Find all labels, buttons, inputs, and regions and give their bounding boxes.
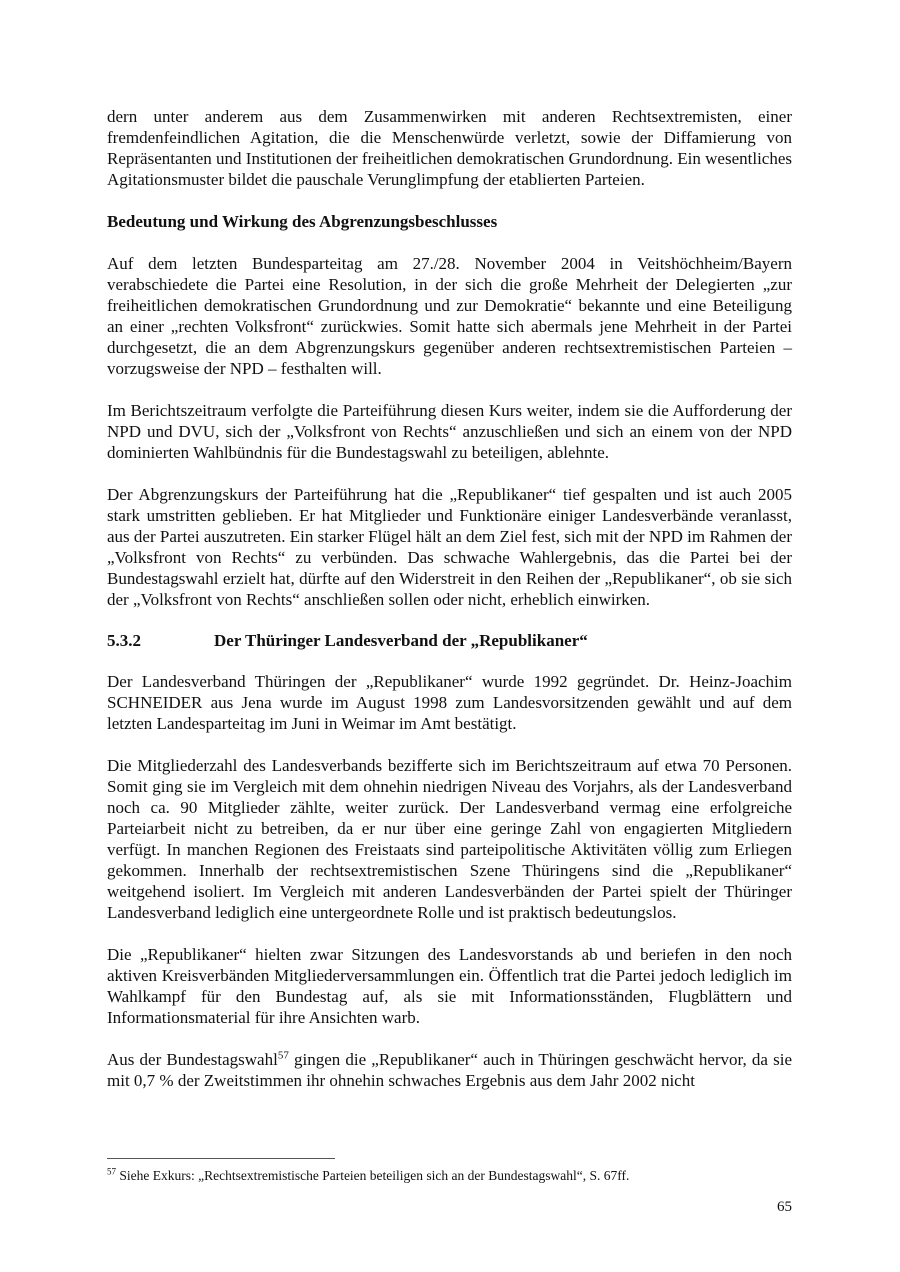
page-body (107, 106, 792, 1091)
paragraph (107, 1049, 792, 1091)
paragraph-text: Aus der Bundestagswahl (107, 1050, 278, 1069)
footnote-text: Siehe Exkurs: „Rechtsextremistische Parteien beteiligen sich an der Bundestagswahl“, S. 67ff. (116, 1168, 630, 1183)
paragraph: Die „Republikaner“ hielten zwar Sitzungen des Landesvorstands ab und beriefen in den noch aktiven Kreisverbänden Mitgliederversammlungen ein. Öffentlich trat die Partei jedoch lediglich im Wahlkampf für den Bundestag auf, als sie mit Informationsständen, Flugblättern und Informationsmaterial für ihre Ansichten warb. (107, 945, 792, 1027)
paragraph: Im Berichtszeitraum verfolgte die Parteiführung diesen Kurs weiter, indem sie die Aufforderung der NPD und DVU, sich der „Volksfront von Rechts“ anzuschließen und sich an einem von der NPD dominierten Wahlbündnis für die Bundestagswahl zu beteiligen, ablehnte. (107, 401, 792, 462)
paragraph: Die Mitgliederzahl des Landesverbands bezifferte sich im Berichtszeitraum auf etwa 70 Personen. Somit ging sie im Vergleich mit dem ohnehin niedrigen Niveau des Vorjahrs, als der Landesverband noch ca. 90 Mitglieder zählte, weiter zurück. Der Landesverband vermag eine erfolgreiche Parteiarbeit nicht zu betreiben, da er nur über eine geringe Zahl von engagierten Mitgliedern verfügt. In manchen Regionen des Freistaats sind parteipolitische Aktivitäten völlig zum Erliegen gekommen. Innerhalb der rechtsextremistischen Szene Thüringens sind die „Republikaner“ weitgehend isoliert. Im Vergleich mit anderen Landesverbänden der Partei spielt der Thüringer Landesverband lediglich eine untergeordnete Rolle und ist praktisch bedeutungslos. (107, 756, 792, 922)
footnote-marker: 57 (107, 1166, 116, 1177)
footnote (107, 1167, 792, 1184)
footnote-reference[interactable]: 57 (277, 1049, 289, 1062)
paragraph: Der Abgrenzungskurs der Parteiführung hat die „Republikaner“ tief gespalten und ist auch 2005 stark umstritten geblieben. Er hat Mitglieder und Funktionäre einiger Landesverbände veranlasst, aus der Partei auszutreten. Ein starker Flügel hält an dem Ziel fest, sich mit der NPD im Rahmen der „Volksfront von Rechts“ zu verbünden. Das schwache Wahlergebnis, das die Partei bei der Bundestagswahl erzielt hat, dürfte auf den Widerstreit in den Reihen der „Republikaner“, ob sie sich der „Volksfront von Rechts“ anschließen sollen oder nicht, erheblich einwirken. (107, 485, 792, 609)
page-number: 65 (777, 1199, 792, 1215)
subheading: Bedeutung und Wirkung des Abgrenzungsbeschlusses (107, 212, 498, 231)
section-title: Der Thüringer Landesverband der „Republikaner“ (214, 631, 588, 650)
footnote-divider (107, 1158, 335, 1159)
paragraph: Auf dem letzten Bundesparteitag am 27./28. November 2004 in Veitshöchheim/Bayern verabschiedete die Partei eine Resolution, in der sich die große Mehrheit der Delegierten „zur freiheitlichen demokratischen Grundordnung und zur Demokratie“ bekannte und eine Beteiligung an einer „rechten Volksfront“ zurückwies. Somit hatte sich abermals jene Mehrheit in der Partei durchgesetzt, die an dem Abgrenzungskurs gegenüber anderen rechtsextremistischen Parteien – vorzugsweise der NPD – festhalten will. (107, 254, 792, 378)
section-heading (107, 630, 792, 651)
paragraph-text: gingen die „Republikaner“ auch in Thüringen geschwächt hervor, da sie mit 0,7 % der Zweitstimmen ihr ohnehin schwaches Ergebnis aus dem Jahr 2002 nicht (107, 1050, 792, 1090)
section-number: 5.3.2 (107, 631, 141, 650)
paragraph: Der Landesverband Thüringen der „Republikaner“ wurde 1992 gegründet. Dr. Heinz-Joachim SCHNEIDER aus Jena wurde im August 1998 zum Landesvorsitzenden gewählt und auf dem letzten Landesparteitag im Juni in Weimar im Amt bestätigt. (107, 672, 792, 733)
paragraph: dern unter anderem aus dem Zusammenwirken mit anderen Rechtsextremisten, einer fremdenfeindlichen Agitation, die die Menschenwürde verletzt, sowie der Diffamierung von Repräsentanten und Institutionen der freiheitlichen demokratischen Grundordnung. Ein wesentliches Agitationsmuster bildet die pauschale Verunglimpfung der etablierten Parteien. (107, 107, 792, 189)
